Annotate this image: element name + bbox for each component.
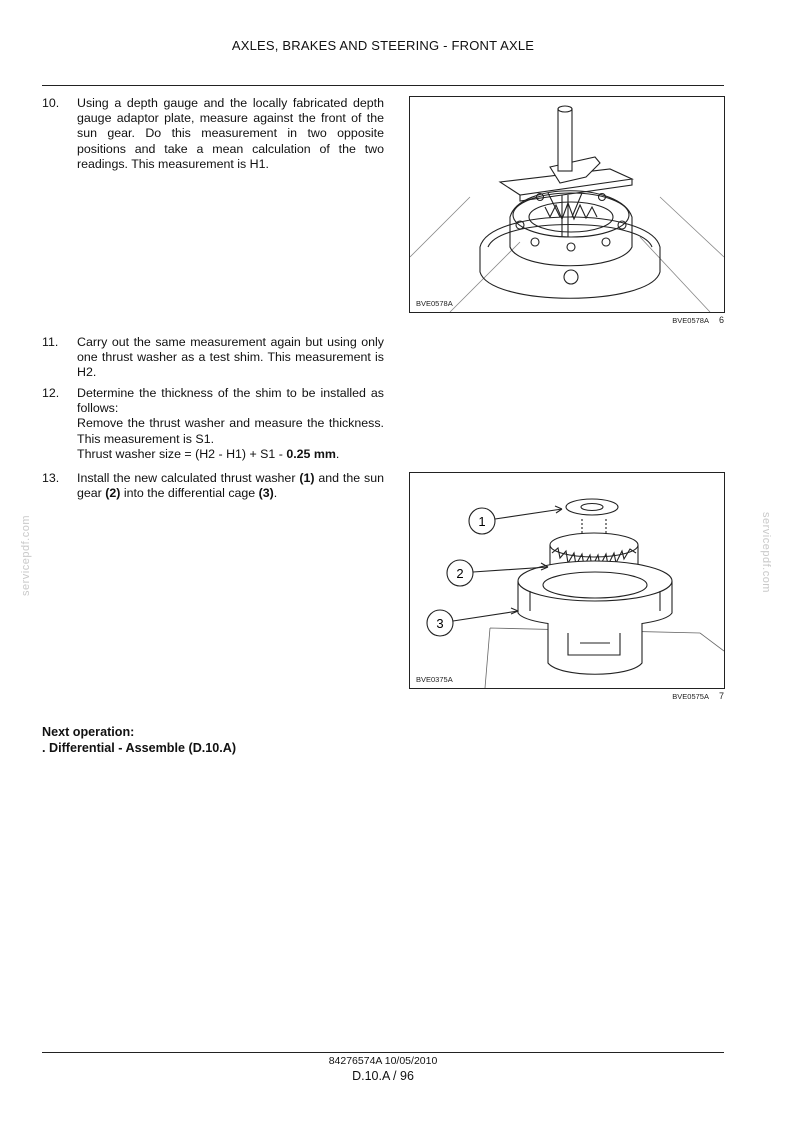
figure-caption-code: BVE0578A: [672, 316, 709, 325]
ref-thrust-washer: (1): [299, 471, 315, 485]
callout-3: 3: [436, 616, 444, 631]
formula-text: Thrust washer size = (H2 - H1) + S1 -: [77, 446, 287, 461]
watermark-right: servicepdf.com: [760, 512, 772, 593]
next-operation: [42, 724, 236, 756]
document-id: 84276574A 10/05/2010: [328, 1055, 438, 1067]
figure-caption-code: BVE0575A: [672, 692, 709, 701]
formula-value: 0.25 mm: [286, 446, 336, 461]
page-header: AXLES, BRAKES AND STEERING - FRONT AXLE: [231, 38, 535, 53]
watermark-left: servicepdf.com: [20, 515, 32, 596]
formula-suffix: .: [335, 446, 340, 461]
step-text: [77, 471, 384, 501]
callout-1: 1: [478, 514, 486, 529]
step-text-part: .: [273, 486, 278, 501]
figure-depth-gauge: [409, 96, 725, 313]
step-formula: [77, 447, 384, 462]
step-text: Carry out the same measurement again but using only one thrust washer as a test shim. This measurement is H2.: [77, 335, 384, 380]
step-text-part: and the sun gear: [77, 471, 384, 501]
header-rule: [42, 85, 724, 86]
figure-6-caption: [560, 315, 724, 325]
figure-number: 7: [718, 691, 724, 701]
step-13: [42, 471, 384, 501]
step-number: 10.: [42, 96, 60, 110]
step-11: [42, 335, 384, 381]
step-text-part: into the differential cage: [120, 486, 259, 501]
figure-code: BVE0375A: [416, 675, 453, 684]
ref-differential-cage: (3): [258, 486, 274, 501]
step-text: Remove the thrust washer and measure the thickness. This measurement is S1.: [77, 416, 384, 446]
step-10: [42, 96, 384, 172]
next-operation-link[interactable]: . Differential - Assemble (D.10.A): [42, 741, 237, 755]
step-number: 11.: [42, 335, 59, 349]
footer-rule: [42, 1052, 724, 1053]
sun-gear-illustration: [410, 473, 724, 688]
page-number: D.10.A / 96: [352, 1069, 414, 1083]
step-text: Using a depth gauge and the locally fabricated depth gauge adaptor plate, measure against the front of the sun gear. Do this measurement in two opposite positions and take a mean calculation of the two readings. This measurement is H1.: [77, 96, 384, 171]
figure-number: 6: [718, 315, 724, 325]
next-operation-heading: Next operation:: [42, 725, 135, 739]
figure-code: BVE0578A: [416, 299, 453, 308]
step-number: 13.: [42, 471, 60, 485]
step-text: Determine the thickness of the shim to be installed as follows:: [77, 386, 384, 416]
depth-gauge-illustration: [410, 97, 724, 312]
ref-sun-gear: (2): [105, 486, 121, 501]
step-12: [42, 386, 384, 462]
figure-sun-gear-install: [409, 472, 725, 689]
callout-2: 2: [456, 566, 464, 581]
figure-7-caption: [560, 691, 724, 701]
step-number: 12.: [42, 386, 60, 400]
step-text-part: Install the new calculated thrust washer: [77, 471, 300, 485]
